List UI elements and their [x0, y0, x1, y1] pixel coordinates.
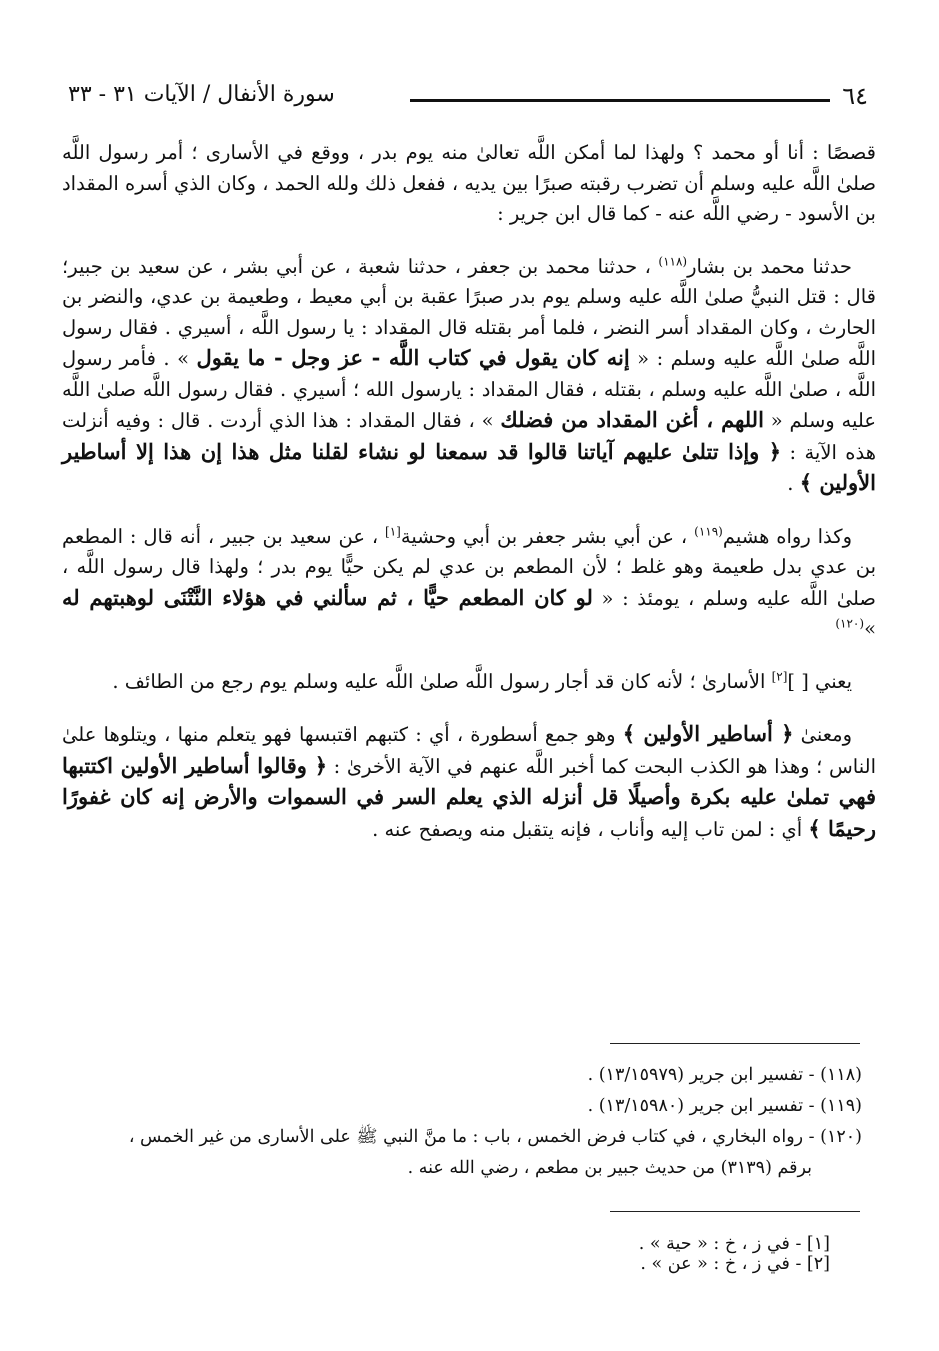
variant-note-2: [٢] - في ز ، خ : « عن » . — [640, 1254, 830, 1274]
footnotes — [62, 1060, 862, 1184]
hadith-quote: لو كان المطعم حيًّا ، ثم سألني في هؤلاء النَّتْنَى لوهبتهم له — [62, 584, 593, 610]
footnote-118: (١١٨) - تفسير ابن جرير (١٣/١٥٩٧٩) . — [587, 1065, 862, 1085]
footnote-ref-118[interactable]: (١١٨) — [658, 254, 688, 268]
text-span: أي : لمن تاب إليه وأناب ، فإنه يتقبل منه ويصفح عنه . — [372, 817, 809, 841]
footnote-120-line-2: برقم (٣١٣٩) من حديث جبير بن مطعم ، رضي الله عنه . — [407, 1158, 812, 1178]
header-rule — [410, 99, 830, 102]
text-span: وهو جمع أسطورة ، أي : كتبهم اقتبسها فهو يتعلم منها ، ويتلوها علىٰ الناس ؛ وهذا هو الكذب البحت كما أخبر اللَّه عنهم في الآية الأخرىٰ : — [62, 723, 876, 778]
text-span: ، حدثنا محمد بن جعفر ، حدثنا شعبة ، عن أبي بشر ، عن سعيد بن جبير؛ قال : قتل النبيُّ صلىٰ اللَّه عليه وسلم يوم بدر صبرًا عقبة بن أبي معيط ، وطعيمة بن عدي، والنضر بن الحارث ، وكان المقداد أسر النضر ، فلما أمر بقتله قال المقداد : يا رسول اللَّه ، أسيري . فقال رسول اللَّه صلىٰ اللَّه عليه وسلم : « — [62, 254, 876, 370]
quran-phrase: ﴿ أساطير الأولين ﴾ — [622, 721, 794, 746]
page-number: ٦٤ — [842, 82, 868, 110]
text-span: حدثنا محمد بن بشار — [687, 254, 852, 278]
footnote-119: (١١٩) - تفسير ابن جرير (١٣/١٥٩٨٠) . — [587, 1096, 862, 1116]
footnote-rule — [610, 1043, 860, 1044]
hadith-quote: اللهم ، أغن المقداد من فضلك — [500, 407, 764, 432]
paragraph-1-text: قصصًا : أنا أو محمد ؟ ولهذا لما أمكن اللَّه تعالىٰ منه يوم بدر ، ووقع في الأسارى ؛ أمر رسول اللَّه صلىٰ اللَّه عليه وسلم أن تضرب رقبته صبرًا بين يديه ، ففعل ذلك ولله الحمد ، وكان الذي أسره المقداد بن الأسود - رضي اللَّه عنه - كما قال ابن جرير : — [62, 141, 877, 225]
text-span: ومعنىٰ — [793, 723, 853, 746]
variant-notes — [180, 1234, 830, 1274]
variant-ref-2[interactable]: [٢] — [771, 669, 788, 683]
paragraph-3 — [62, 522, 876, 645]
quran-verse: ﴿ وإذا تتلىٰ عليهم آياتنا قالوا قد سمعنا لو نشاء لقلنا مثل هذا إن هذا إلا أساطير الأولين ﴾ — [62, 438, 876, 495]
variants-rule — [610, 1211, 860, 1212]
text-span: » ، فقال المقداد : هذا الذي أردت . قال : وفيه أنزلت هذه الآية : — [62, 409, 876, 464]
running-title: سورة الأنفال / الآيات ٣١ - ٣٣ — [68, 82, 335, 107]
main-text — [62, 138, 876, 867]
footnote-ref-120[interactable]: (١٢٠) — [835, 616, 865, 631]
quran-verse: ﴿ وقالوا أساطير الأولين اكتتبها فهي تملىٰ عليه بكرة وأصيلًا قل أنزله الذي يعلم السر في السموات والأرض إنه كان غفورًا رحيمًا ﴾ — [62, 752, 876, 841]
text-span: . — [787, 472, 800, 495]
footnote-ref-119[interactable]: (١١٩) — [694, 524, 723, 538]
footnote-120-line-1: (١٢٠) - رواه البخاري ، في كتاب فرض الخمس ، باب : ما منَّ النبي ﷺ على الأسارى من غير الخمس ، — [128, 1127, 862, 1147]
paragraph-2 — [62, 252, 876, 500]
text-span: يعني [ ] — [787, 669, 852, 693]
text-span: ، عن أبي بشر جعفر بن أبي وحشية — [400, 524, 695, 548]
paragraph-1 — [62, 138, 876, 230]
text-span: وكذا رواه هشيم — [722, 524, 852, 548]
variant-note-1: [١] - في ز ، خ : « حية » . — [638, 1234, 830, 1254]
page-header — [68, 82, 868, 122]
text-span: الأسارىٰ ؛ لأنه كان قد أجار رسول اللَّه صلىٰ اللَّه عليه وسلم يوم رجع من الطائف . — [112, 669, 772, 693]
text-span: » . فأمر رسول اللَّه ، صلىٰ اللَّه عليه وسلم ، بقتله ، فقال المقداد : يارسول الله ؛ أسيري . فقال رسول اللَّه صلىٰ اللَّه عليه وسلم « — [62, 347, 876, 432]
hadith-quote: إنه كان يقول في كتاب اللَّه - عز وجل - ما يقول — [196, 345, 630, 370]
paragraph-4 — [62, 667, 876, 698]
text-span: ، عن سعيد بن جبير ، أنه قال : المطعم بن عدي بدل طعيمة وهو غلط ؛ لأن المطعم بن عدي لم يكن حيًّا يوم بدر ؛ ولهذا قال رسول اللَّه ، صلىٰ اللَّه عليه وسلم ، يومئذ : « — [62, 524, 876, 610]
variant-ref-1[interactable]: [١] — [385, 524, 401, 538]
text-span: » — [864, 617, 876, 640]
paragraph-5 — [62, 719, 876, 845]
